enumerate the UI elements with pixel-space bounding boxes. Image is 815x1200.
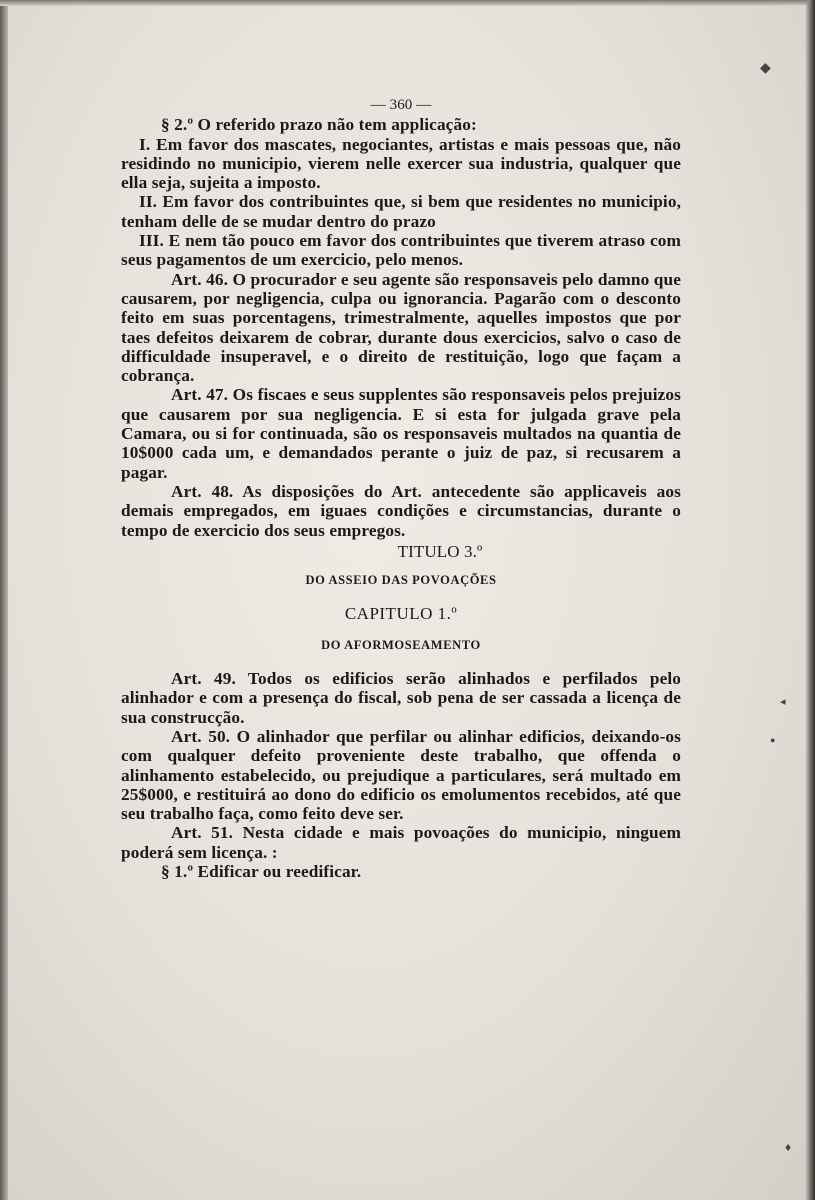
paragraph: Art. 51. Nesta cidade e mais povoações do municipio, ninguem poderá sem licença. : — [121, 823, 681, 862]
section-title: TITULO 3.º — [397, 541, 483, 561]
ink-speck: ◂ — [780, 696, 786, 708]
ink-speck: ● — [770, 735, 776, 745]
paragraph: III. E nem tão pouco em favor dos contribuintes que tiverem atraso com seus pagamentos de um exercicio, pelo menos. — [121, 231, 681, 270]
paragraph: Art. 50. O alinhador que perfilar ou alinhar edificios, deixando-os com qualquer defeito proveniente deste trabalho, que offenda o alinhamento estabelecido, ou prejudique a particulares, será multado em 25$000, e restituirá ao dono do edificio os emolumentos recebidos, até que seu trabalho faça, como feito deve ser. — [121, 726, 681, 824]
paragraph: I. Em favor dos mascates, negociantes, artistas e mais pessoas que, não residindo no municipio, vierem nelle exercer sua industria, qualquer que ella seja, sujeita a imposto. — [121, 134, 681, 193]
section-subtitle: DO ASSEIO DAS POVOAÇÕES — [305, 573, 497, 588]
ink-speck: ◆ — [760, 61, 771, 76]
page-edge-shadow — [805, 0, 815, 1200]
paragraph: Art. 49. Todos os edificios serão alinhados e perfilados pelo alinhador e com a presença do fiscal, sob pena de ser cassada a licença de sua construcção. — [121, 669, 681, 727]
paragraph: Art. 48. As disposições do Art. antecedente são applicaveis aos demais empregados, em iguaes condições e circumstancias, durante o tempo de exercicio dos seus empregos. — [121, 481, 681, 540]
page-edge-shadow — [0, 0, 8, 1200]
chapter-subtitle: DO AFORMOSEAMENTO — [321, 637, 481, 652]
ink-speck: ♦ — [785, 1140, 792, 1154]
paragraph: Art. 47. Os fiscaes e seus supplentes são responsaveis pelos prejuizos que causarem por sua negligencia. E si esta for julgada grave pela Camara, ou si for continuada, são os responsaveis multados na quantia de 10$000 cada um, e demandados perante o juiz de paz, si recusarem a pagar. — [121, 385, 681, 482]
chapter-title: CAPITULO 1.º — [344, 604, 458, 624]
page-number: — 360 — — [370, 97, 432, 113]
paragraph: II. Em favor dos contribuintes que, si bem que residentes no municipio, tenham delle de se mudar dentro do prazo — [121, 192, 681, 231]
paragraph: Art. 46. O procurador e seu agente são responsaveis pelo damno que causarem, por negligencia, culpa ou ignorancia. Pagarão com o desconto feito em suas porcentagens, trimestralmente, aquelles impostos que por taes defeitos deixarem de cobrar, durante dous exercicios, salvo o caso de difficuldade insuperavel, e o direito de restituição, logo que façam a cobrança. — [121, 269, 681, 386]
paragraph: § 2.º O referido prazo não tem applicação: — [161, 115, 477, 135]
paragraph: § 1.º Edificar ou reedificar. — [161, 861, 362, 881]
page-text — [121, 96, 681, 881]
page-edge-shadow — [0, 0, 815, 6]
